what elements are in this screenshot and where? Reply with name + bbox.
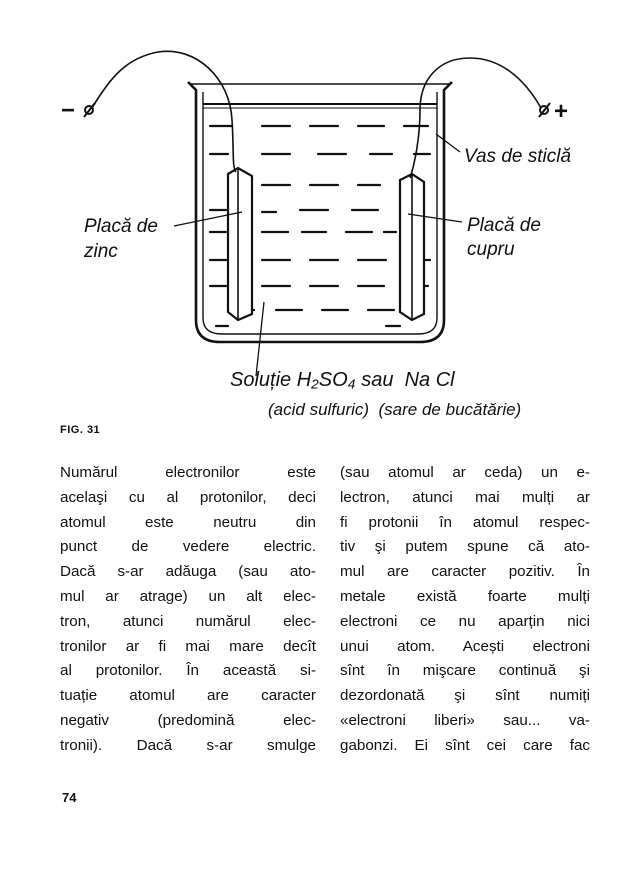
positive-sign: + <box>554 98 569 125</box>
solution-label-line1: Soluție H₂SO₄ sau Na Cl <box>230 369 455 391</box>
solution-label-line2: (acid sulfuric) (sare de bucătărie) <box>268 400 522 419</box>
text-line: acelaşi cu al protonilor, deci <box>60 488 316 506</box>
page-number: 74 <box>62 790 77 805</box>
text-line: tron, atunci numărul elec- <box>60 612 316 630</box>
text-line: tuație atomul are caracter <box>60 687 316 705</box>
zinc-label-line1: Placă de <box>84 216 158 237</box>
copper-label-line2: cupru <box>467 239 515 260</box>
text-line: metale există foarte mulți <box>340 587 590 605</box>
text-line: tronii). Dacă s-ar smulge <box>60 736 316 754</box>
text-line: sînt în mişcare continuă şi <box>340 662 590 680</box>
text-line: mul are caracter pozitiv. În <box>340 563 590 581</box>
positive-terminal <box>539 103 550 117</box>
figure-caption: FIG. 31 <box>60 424 101 436</box>
text-line: gabonzi. Ei sînt cei care fac <box>340 736 590 754</box>
negative-sign: − <box>61 97 76 124</box>
text-line: Dacă s-ar adăuga (sau ato- <box>60 563 316 581</box>
text-line: tronilor ar fi mai mare decît <box>60 637 316 655</box>
negative-terminal <box>84 103 95 117</box>
text-line: mul ar atrage) un alt elec- <box>60 587 316 605</box>
text-line: al protonilor. În această si- <box>60 662 316 680</box>
text-line: unui atom. Acești electroni <box>340 637 590 655</box>
text-line: lectron, atunci mai mulți ar <box>340 488 590 506</box>
text-line: «electroni liberi» sau... va- <box>340 711 590 729</box>
text-line: tiv şi putem spune că ato- <box>340 538 590 556</box>
zinc-label-line2: zinc <box>84 241 118 262</box>
text-line: electroni ce nu aparțin nici <box>340 612 590 630</box>
text-column-right <box>340 461 590 759</box>
text-line: negativ (predomină elec- <box>60 711 316 729</box>
text-column-left <box>60 461 316 759</box>
text-line: fi protonii în atomul respec- <box>340 513 590 531</box>
text-line: (sau atomul ar ceda) un e- <box>340 464 590 481</box>
vessel-label: Vas de sticlă <box>464 146 572 167</box>
text-line: dezordonată şi sînt numiți <box>340 687 590 705</box>
copper-label-line1: Placă de <box>467 215 541 236</box>
text-line: Numărul electronilor este <box>60 464 316 481</box>
copper-plate <box>400 174 424 320</box>
text-line: atomul este neutru din <box>60 513 316 531</box>
text-line: punct de vedere electric. <box>60 538 316 556</box>
zinc-plate <box>228 168 252 320</box>
liquid-surface <box>203 104 437 108</box>
